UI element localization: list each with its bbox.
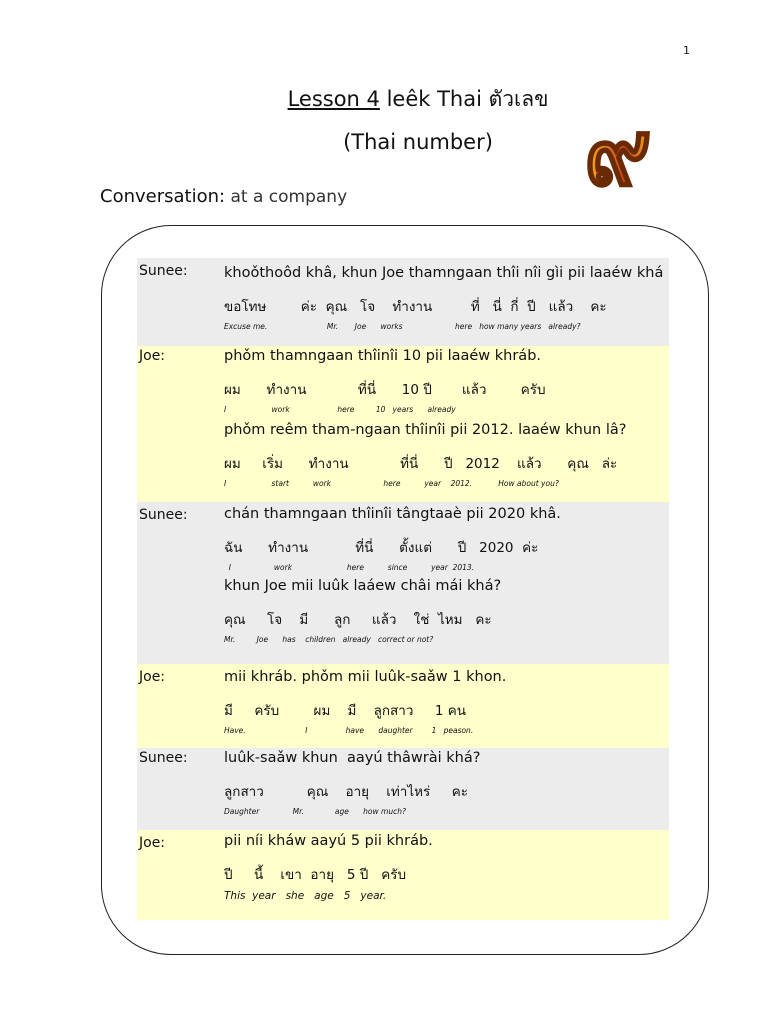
english-gloss-line: I work here 10 years already — [224, 405, 456, 414]
thai-script-line: มี ครับ ผม มี ลูกสาว 1 คน — [224, 703, 467, 719]
dialogue-block — [137, 664, 669, 748]
thai-script-line: คุณ โจ มี ลูก แล้ว ใช่ ไหม คะ — [224, 612, 492, 628]
lesson-number: Lesson 4 — [287, 87, 380, 111]
transliteration-line: pii níi kháw aayú 5 pii khráb. — [224, 833, 433, 849]
thai-script-line: ปี นี้ เขา อายุ 5 ปี ครับ — [224, 867, 407, 883]
dialogue-block — [137, 748, 669, 830]
transliteration-line: khoǒthoôd khâ, khun Joe thamngaan thîi nîi gìi pii laaéw khá — [224, 265, 664, 281]
numeral-glyph: ๙ — [584, 100, 652, 206]
lesson-topic: leêk Thai ตัวเลข — [379, 87, 549, 111]
transliteration-line: khun Joe mii luûk laáew châi mái khá? — [224, 578, 502, 594]
conversation-setting: at a company — [225, 187, 348, 207]
page-number: 1 — [683, 44, 690, 57]
english-gloss-line: I work here since year 2013. — [224, 563, 475, 572]
english-gloss-line: Mr. Joe has children already correct or not? — [224, 635, 434, 644]
dialogue-block — [137, 258, 669, 346]
thai-script-line: ขอโทษ ค่ะ คุณ โจ ทำงาน ที่ นี่ กี่ ปี แล้ว คะ — [224, 299, 607, 315]
english-gloss-line: Have. I have daughter 1 peason. — [224, 726, 474, 735]
thai-script-line: ผม ทำงาน ที่นี่ 10 ปี แล้ว ครับ — [224, 382, 546, 398]
transliteration-line: luûk-saǎw khun aayú thâwrài khá? — [224, 750, 481, 766]
transliteration-line: chán thamngaan thîinîi tângtaaè pii 2020 khâ. — [224, 506, 561, 522]
dialogue-blocks — [137, 258, 669, 920]
transliteration-line: phǒm reêm tham-ngaan thîinîi pii 2012. laaéw khun lâ? — [224, 422, 627, 438]
english-gloss-line: Excuse me. Mr. Joe works here how many years already? — [224, 322, 581, 331]
page-subtitle: (Thai number) — [343, 130, 493, 154]
thai-script-line: ผม เริ่ม ทำงาน ที่นี่ ปี 2012 แล้ว คุณ ล่ะ — [224, 456, 618, 472]
thai-nine-numeral-image — [568, 100, 664, 206]
conversation-label: Conversation: — [100, 186, 226, 207]
thai-script-line: ฉัน ทำงาน ที่นี่ ตั้งแต่ ปี 2020 ค่ะ — [224, 540, 539, 556]
dialogue-block — [137, 830, 669, 920]
speaker-label: Sunee: — [139, 263, 188, 279]
speaker-label: Joe: — [139, 348, 166, 364]
english-gloss-line: This year she age 5 year. — [224, 890, 387, 902]
english-gloss-line: Daughter Mr. age how much? — [224, 807, 406, 816]
speaker-label: Sunee: — [139, 507, 188, 523]
thai-script-line: ลูกสาว คุณ อายุ เท่าไหร่ คะ — [224, 784, 469, 800]
transliteration-line: mii khráb. phǒm mii luûk-saǎw 1 khon. — [224, 669, 507, 685]
dialogue-block — [137, 502, 669, 664]
speaker-label: Joe: — [139, 835, 166, 851]
speaker-label: Joe: — [139, 669, 166, 685]
speaker-label: Sunee: — [139, 750, 188, 766]
english-gloss-line: I start work here year 2012. How about you? — [224, 479, 559, 488]
conversation-heading — [100, 186, 347, 207]
dialogue-block — [137, 346, 669, 502]
transliteration-line: phǒm thamngaan thîinîi 10 pii laaéw khráb. — [224, 348, 542, 364]
